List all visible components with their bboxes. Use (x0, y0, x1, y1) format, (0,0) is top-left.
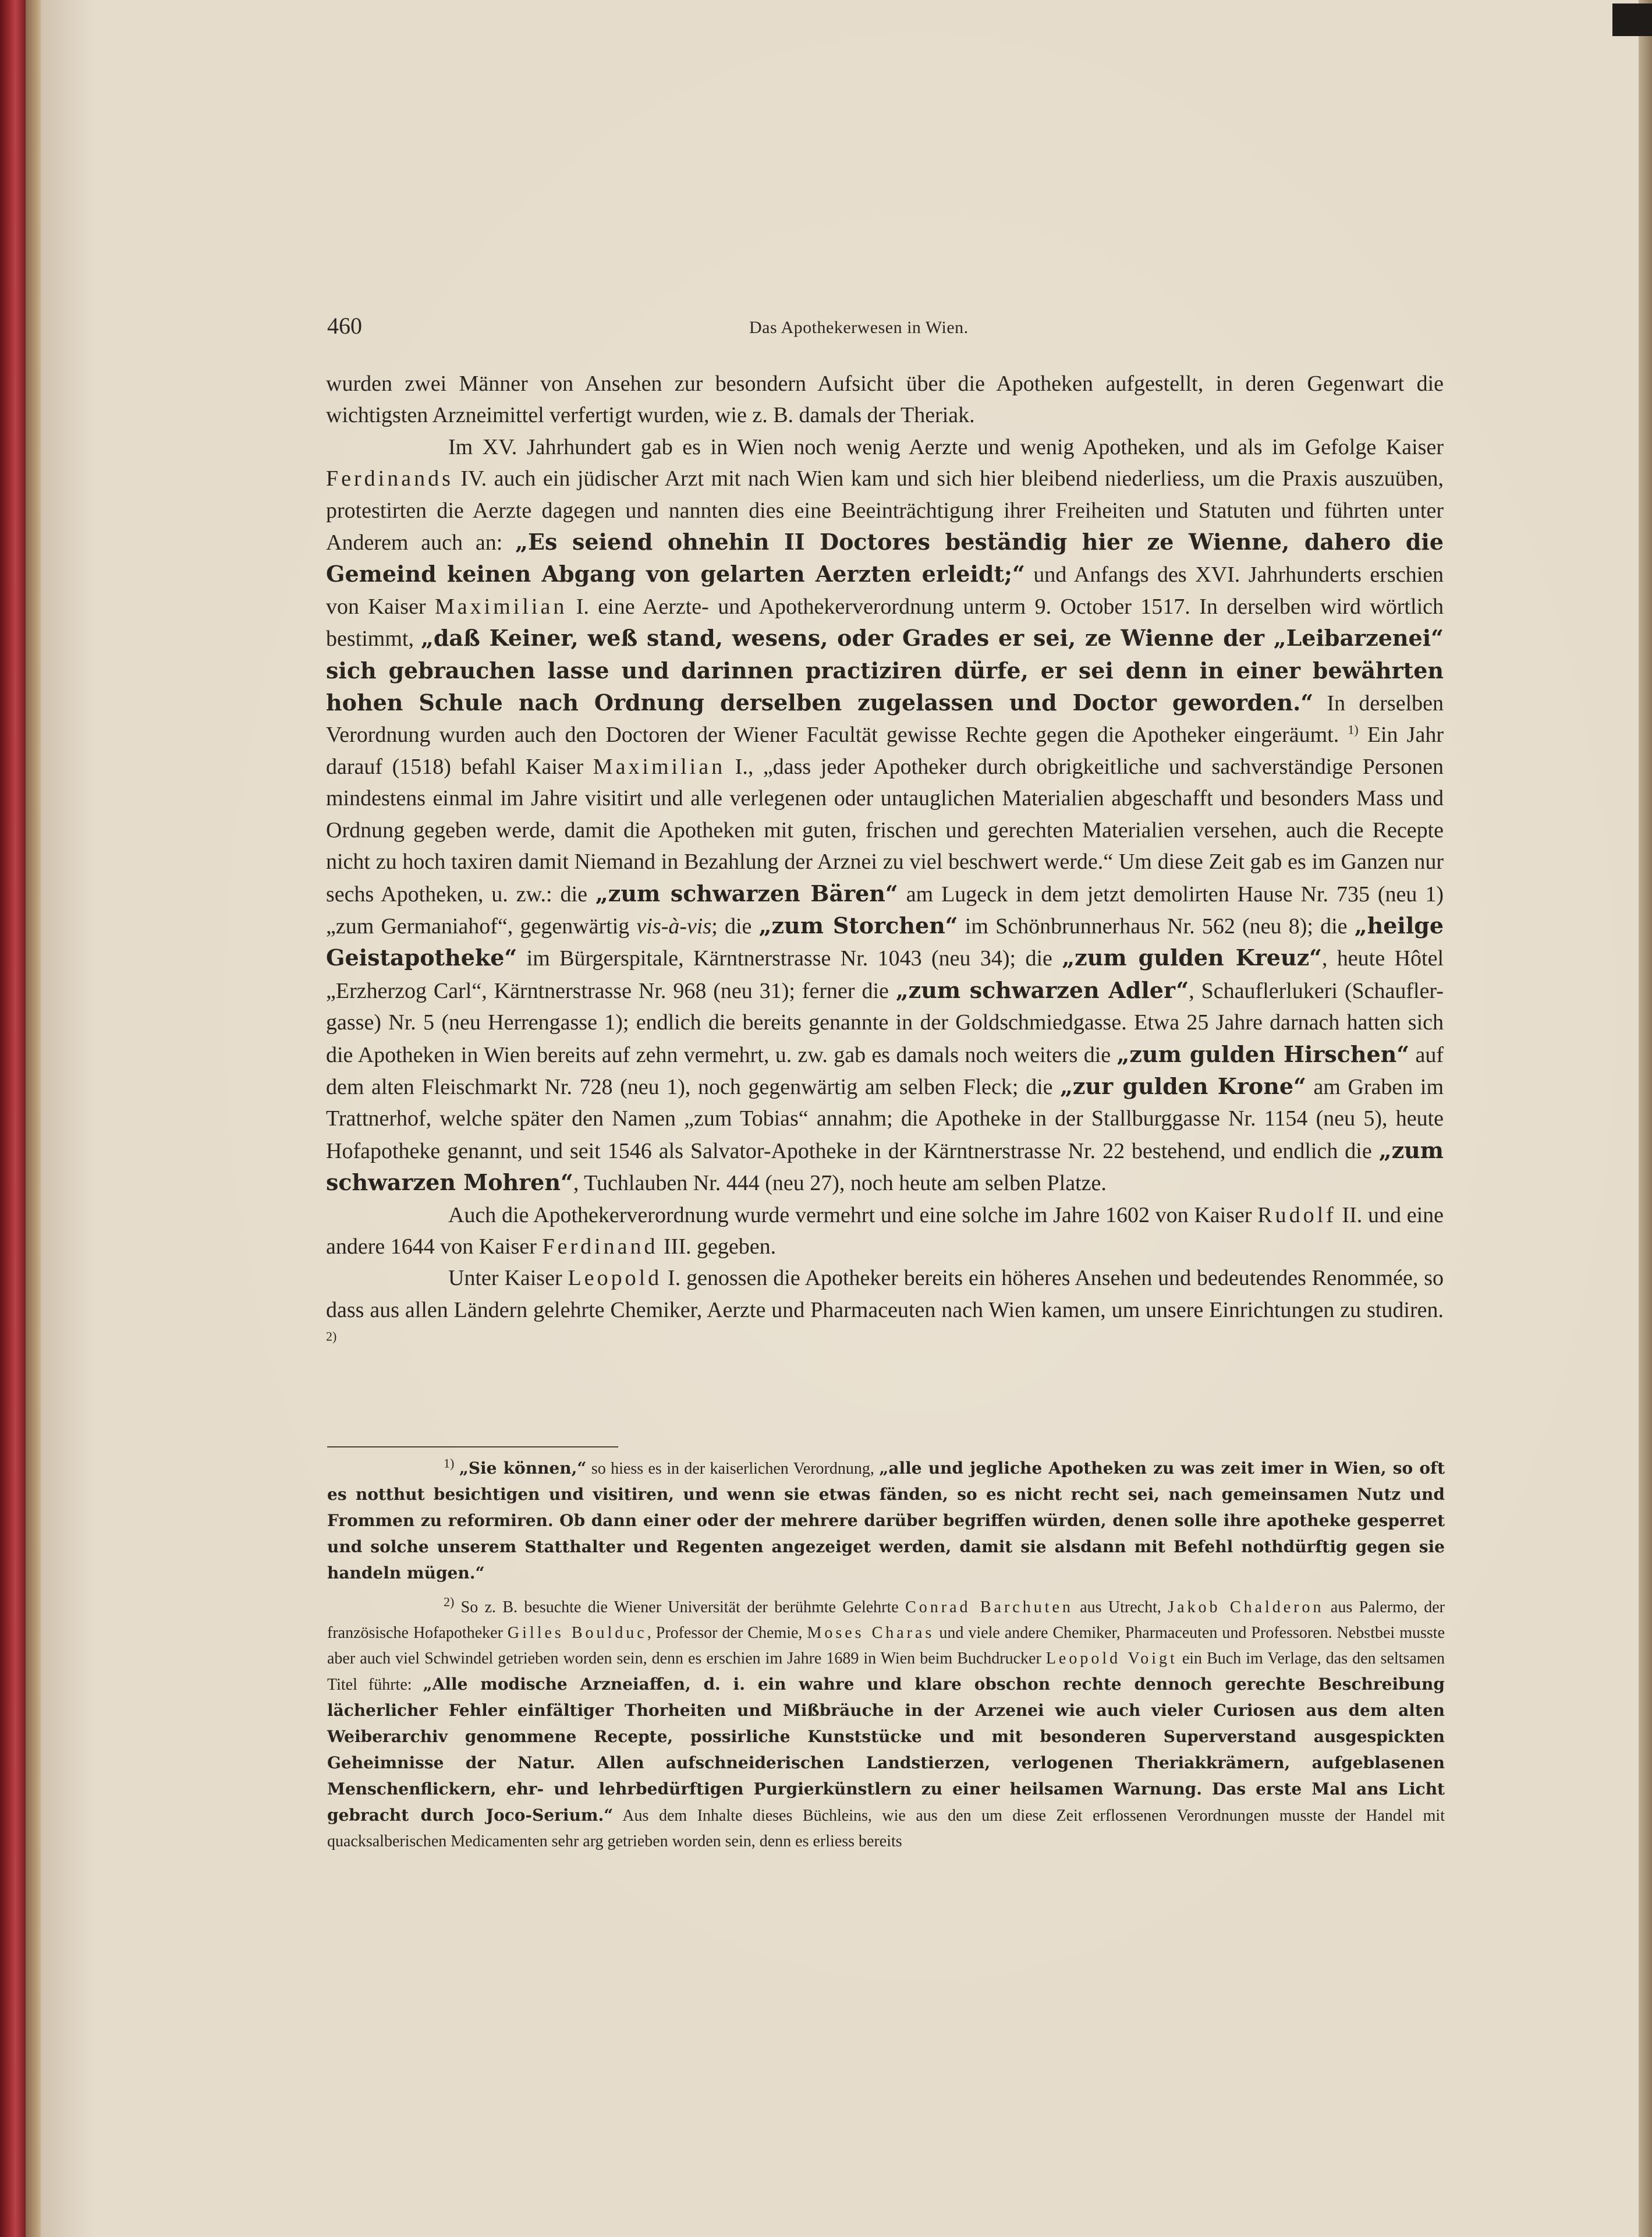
text-run: im Schönbrunnerhaus Nr. 562 (neu 8); die (958, 914, 1355, 939)
paragraph (326, 431, 1444, 1199)
fraktur-quotation: „Es seiend ohnehin II Doctores beständig hier ze Wienne, dahero die Gemeind keinen Abgang von gelarten Aerzten erleidt;“ (326, 529, 1444, 587)
text-run: , Professor der Chemie, (647, 1624, 807, 1642)
running-title: Das Apothekerwesen in Wien. (749, 318, 969, 337)
spaced-name: Conrad Barchuten (905, 1598, 1073, 1616)
text-run: I., „dass jeder Apotheker durch obrigkeitliche und sachverständige Personen mindestens einmal im Jahre visitirt und alle verlegenen oder untauglichen Materialien abgeschafft und besonders Mass und Ordnung gegeben werde, damit die Apotheken mit guten, frischen und gerechten Materialien versehen, auch die Recepte nicht zu hoch taxiren damit Niemand in Bezahlung der Arznei zu viel beschwert werde.“ Um diese Zeit gab es im Ganzen nur sechs Apotheken, u. zw.: die (326, 754, 1444, 907)
fraktur-quotation: „alle und jegliche Apotheken zu was zeit imer in Wien, so oft es notthut besichtigen und visitiren, und wenn sie etwas fänden, so es nicht recht sei, nach gemeinsamen Nutz und Frommen zu reformiren. Ob dann einer oder der mehrere darüber begriffen würden, denen solle ihre apotheke gesperret und solche unserem Statthalter und Regenten angezeiget werden, damit sie alsdann mit Befehl nothdürftig gegen sie handeln mügen.“ (327, 1459, 1445, 1583)
spaced-name: Ferdinands (326, 466, 453, 491)
spaced-name: Jakob Chalderon (1168, 1598, 1324, 1616)
text-run: aus Palermo, der französische Hofapotheker (327, 1598, 1445, 1642)
fraktur-quotation: „heilge Geistapotheke“ (326, 912, 1444, 971)
text-run: und viele andere Chemiker, Pharmaceuten und Professoren. Nebstbei musste aber auch viel Schwindel getrieben worden sein, denn es erschien im Jahre 1689 in Wien beim Buchdrucker (327, 1624, 1445, 1668)
footnote-rule (327, 1446, 618, 1447)
paragraph (326, 368, 1444, 431)
fraktur-quotation: „Sie können,“ (459, 1459, 587, 1478)
text-run: , Schauflerlukeri (Schaufler-gasse) Nr. 5 (neu Herrengasse 1); endlich die bereits genannte in der Goldschmiedgasse. Etwa 25 Jahre darnach hatten sich die Apotheken in Wien bereits auf zehn vermehrt, u. zw. gab es damals noch weiters die (326, 978, 1444, 1067)
page-right-edge (1639, 0, 1652, 2237)
spaced-name: Gilles Boulduc (507, 1624, 647, 1642)
text-run: , Tuchlauben Nr. 444 (neu 27), noch heute am selben Platze. (573, 1171, 1107, 1196)
text-run: Unter Kaiser (448, 1266, 568, 1291)
spaced-name: Maximilian (435, 594, 568, 619)
paragraph (326, 1262, 1444, 1357)
fraktur-quotation: „zum Storchen“ (758, 912, 958, 939)
text-run: Auch die Apothekerverordnung wurde vermehrt und eine solche im Jahre 1602 von Kaiser (448, 1202, 1258, 1227)
text-run: und Anfangs des XVI. Jahrhunderts erschien von Kaiser (326, 562, 1444, 619)
text-run: III. gegeben. (658, 1234, 777, 1259)
text-run: am Lugeck in dem jetzt demolirten Hause Nr. 735 (neu 1) „zum Germaniahof“, gegenwärtig (326, 882, 1444, 939)
fraktur-quotation: „Alle modische Arzneiaffen, d. i. ein wahre und klare obschon rechte dennoch gerechte Beschreibung lächerlicher Fehler einfältiger Thorheiten und Mißbräuche in der Arzenei wie auch vieler Curiosen aus dem alten Weiberarchiv genommene Recepte, possirliche Kunststücke und mit besonderen Superverstand ausgespickten Geheimnisse der Natur. Allen aufschneiderischen Landstierzen, verlogenen Theriakkrämern, aufgeblasenen Menschenflickern, ehr- und lehrbedürftigen Purgierkünstlern zu einer heilsamen Warnung. Das erste Mal ans Licht gebracht durch Joco-Serium.“ (327, 1675, 1445, 1825)
fraktur-quotation: „zur gulden Krone“ (1060, 1073, 1306, 1099)
footnotes (327, 1456, 1445, 1863)
text-run: ; die (711, 914, 759, 939)
text-run: im Bürgerspitale, Kärntnerstrasse Nr. 1043 (neu 34); die (517, 946, 1062, 971)
text-run: am Graben im Trattnerhof, welche später den Namen „zum Tobias“ annahm; die Apotheke in der Stallburggasse Nr. 1154 (neu 5), heute Hofapotheke genannt, und seit 1546 als Salvator-Apotheke in der Kärntnerstrasse Nr. 22 bestehend, und endlich die (326, 1074, 1444, 1163)
spaced-name: Moses Charas (807, 1624, 935, 1642)
spaced-name: Ferdinand (542, 1234, 658, 1259)
fraktur-quotation: „zum schwarzen Adler“ (895, 976, 1189, 1003)
text-run: so hiess es in der kaiserlichen Verordnung, (586, 1460, 880, 1478)
fraktur-quotation: „daß Keiner, weß stand, wesens, oder Grades er sei, ze Wienne der „Leibarzenei“ sich gebrauchen lasse und darinnen practiziren dürfe, er sei denn in einer bewährten hohen Schule nach Ordnung derselben zugelassen und Doctor geworden.“ (326, 625, 1444, 716)
main-text (326, 368, 1444, 1358)
italic-text: vis-à-vis (636, 914, 712, 939)
footnote (327, 1595, 1445, 1854)
fraktur-quotation: „zum schwarzen Mohren“ (326, 1137, 1444, 1196)
page-gutter-edge (26, 0, 41, 2237)
page-header (327, 312, 1026, 347)
text-run: So z. B. besuchte die Wiener Universität der berühmte Gelehrte (454, 1598, 906, 1616)
text-run: , heute Hôtel „Erzherzog Carl“, Kärntnerstrasse Nr. 968 (neu 31); ferner die (326, 946, 1444, 1003)
paragraph (326, 1199, 1444, 1263)
footnote-marker: 1) (444, 1456, 455, 1471)
spaced-name: Maximilian (593, 754, 726, 779)
footnote (327, 1456, 1445, 1587)
footnote-marker: 2) (326, 1329, 337, 1344)
spaced-name: Leopold (568, 1266, 662, 1291)
page-number: 460 (327, 313, 362, 339)
book-spine-binding (0, 0, 26, 2237)
text-run: Ein Jahr darauf (1518) befahl Kaiser (326, 723, 1444, 779)
spaced-name: Leopold Voigt (1045, 1650, 1178, 1668)
spaced-name: Rudolf (1257, 1202, 1337, 1227)
fraktur-quotation: „zum schwarzen Bären“ (595, 880, 898, 907)
text-run: wurden zwei Männer von Ansehen zur besondern Aufsicht über die Apotheken aufgestellt, in deren Gegenwart die wichtigsten Arzneimittel verfertigt wurden, wie z. B. damals der Theriak. (326, 371, 1444, 428)
text-run: auf dem alten Fleischmarkt Nr. 728 (neu 1), noch gegenwärtig am selben Fleck; die (326, 1042, 1444, 1099)
text-run: aus Utrecht, (1073, 1598, 1168, 1616)
text-run: ein Buch im Verlage, das den seltsamen Titel führte: (327, 1650, 1445, 1694)
fraktur-quotation: „zum gulden Hirschen“ (1116, 1040, 1410, 1067)
text-run: Aus dem Inhalte dieses Büchleins, wie aus den um diese Zeit erflossenen Verordnungen musste der Handel mit quacksalberischen Medicamenten sehr arg getrieben worden sein, denn es erliess bereits (327, 1807, 1445, 1850)
fraktur-quotation: „zum gulden Kreuz“ (1062, 944, 1323, 971)
text-run: I. genossen die Apotheker bereits ein höheres Ansehen und bedeutendes Renommée, so dass aus allen Ländern gelehrte Chemiker, Aerzte und Pharmaceuten nach Wien kamen, um unsere Einrichtungen zu studiren. (326, 1266, 1444, 1322)
text-run: IV. auch ein jüdischer Arzt mit nach Wien kam und sich hier bleibend niederliess, um die Praxis auszuüben, protestirten die Aerzte dagegen und nannten dies eine Beeinträchtigung ihrer Freiheiten und Statuten und führten unter Anderem auch an: (326, 466, 1444, 555)
text-run: II. und eine andere 1644 von Kaiser (326, 1202, 1444, 1259)
footnote-marker: 2) (444, 1594, 455, 1609)
scan-corner-shadow (1612, 3, 1652, 36)
text-run: I. eine Aerzte- und Apothekerverordnung unterm 9. October 1517. In derselben wird wörtlich bestimmt, (326, 594, 1444, 652)
text-run: Im XV. Jahrhundert gab es in Wien noch wenig Aerzte und wenig Apotheken, und als im Gefolge Kaiser (448, 434, 1444, 459)
text-run (454, 1460, 459, 1478)
footnote-marker: 1) (1348, 722, 1359, 737)
text-run: In derselben Verordnung wurden auch den Doctoren der Wiener Facultät gewisse Rechte gegen die Apotheker eingeräumt. (326, 691, 1444, 748)
